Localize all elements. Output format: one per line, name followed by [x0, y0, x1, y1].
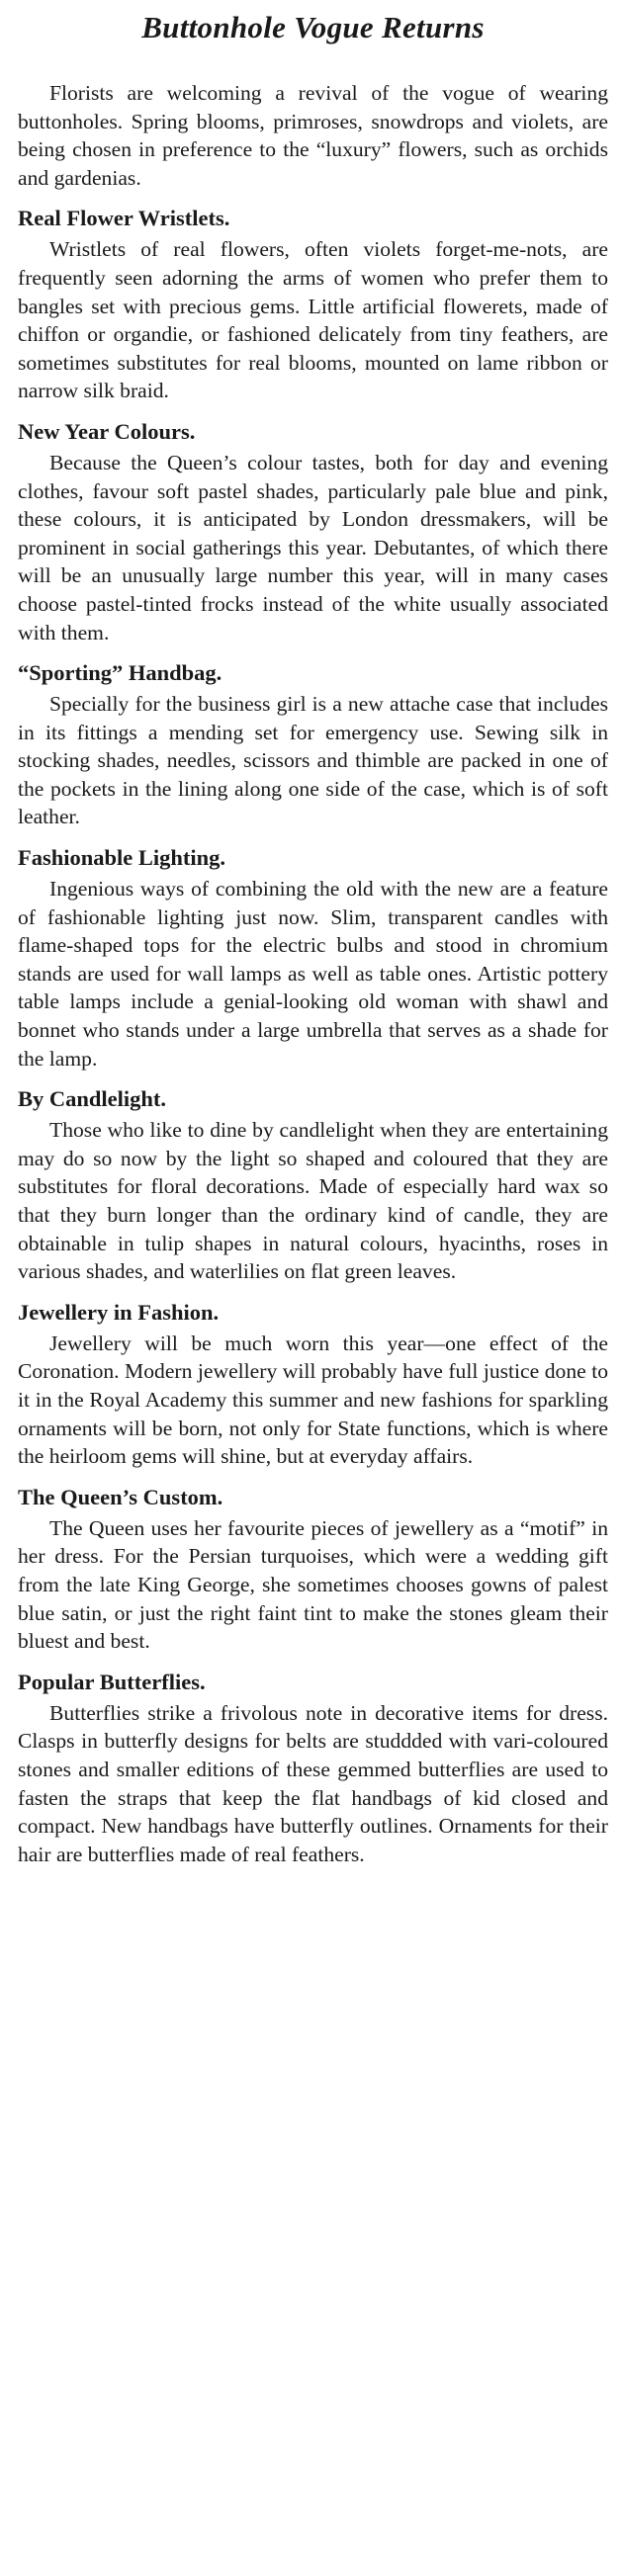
section-the-queens-custom [18, 1483, 608, 1656]
section-body: Because the Queen’s colour tastes, both for day and evening clothes, favour soft pastel shades, particularly pale blue and pink, these colours, it is anticipated by London dressmakers, will be prominent in social gatherings this year. Debutantes, of which there will be an unusually large number this year, will in many cases choose pastel-tinted frocks instead of the white usually associated with them. [18, 450, 608, 644]
article-headline: Buttonhole Vogue Returns [141, 10, 485, 44]
section-heading: Fashionable Lighting. [18, 845, 226, 871]
section-heading: Real Flower Wristlets. [18, 206, 230, 231]
section-body: The Queen uses her favourite pieces of jewellery as a “motif” in her dress. For the Persian turquoises, which were a wedding gift from the late King George, she sometimes chooses gowns of palest blue satin, or just the right faint tint to make the stones gleam their bluest and best. [18, 1515, 608, 1654]
section-fashionable-lighting [18, 843, 608, 1073]
article-intro: Florists are welcoming a revival of the vogue of wearing buttonholes. Spring blooms, primroses, snowdrops and violets, are being chosen in preference to the “luxury” flowers, such as orchids and gardenias. [18, 81, 608, 190]
section-body: Wristlets of real flowers, often violets forget-me-nots, are frequently seen adorning the arms of women who prefer them to bangles set with precious gems. Little artificial flowerets, made of chiffon or organdie, or fashioned delicately from tiny feathers, are sometimes substitutes for real blooms, mounted on lame ribbon or narrow silk braid. [18, 237, 608, 403]
section-jewellery-in-fashion [18, 1298, 608, 1471]
section-heading: New Year Colours. [18, 418, 196, 444]
section-body: Butterflies strike a frivolous note in decorative items for dress. Clasps in butterfly designs for belts are studdded with vari-coloured stones and smaller editions of these gemmed butterflies are used to fasten the straps that keep the flat handbags of kid closed and compact. New handbags have butterfly outlines. Ornaments for their hair are butterflies made of real feathers. [18, 1700, 608, 1866]
section-new-year-colours [18, 417, 608, 646]
section-heading: “Sporting” Handbag. [18, 660, 222, 686]
section-body: Specially for the business girl is a new attache case that includes in its fittings a mending set for emergency use. Sewing silk in stocking shades, needles, scissors and thimble are packed in one of the pockets in the lining along one side of the case, which is of soft leather. [18, 692, 608, 829]
section-heading: By Candlelight. [18, 1086, 167, 1112]
section-body: Ingenious ways of combining the old with the new are a feature of fashionable lighting just now. Slim, transparent candles with flame-shaped tops for the electric bulbs and stood in chromium stands are used for wall lamps as well as table ones. Artistic pottery table lamps include a genial-looking old woman with shawl and bonnet who stands under a large umbrella that serves as a shade for the lamp. [18, 877, 608, 1071]
section-by-candlelight [18, 1084, 608, 1286]
section-heading: Popular Butterflies. [18, 1669, 206, 1694]
section-body: Those who like to dine by candlelight when they are entertaining may do so now by the light so shaped and coloured that they are substitutes for floral decorations. Made of especially hard wax so that they burn longer than the ordinary kind of candle, they are obtainable in tulip shapes in natural colours, hyacinths, roses in various shades, and waterlilies on flat green leaves. [18, 1118, 608, 1284]
section-heading: Jewellery in Fashion. [18, 1299, 220, 1325]
section-real-flower-wristlets [18, 204, 608, 405]
section-body: Jewellery will be much worn this year—one effect of the Coronation. Modern jewellery will probably have full justice done to it in the Royal Academy this summer and new fashions for sparkling ornaments will be born, not only for State functions, which is where the heirloom gems will shine, but at everyday affairs. [18, 1331, 608, 1469]
section-heading: The Queen’s Custom. [18, 1484, 223, 1509]
section-popular-butterflies [18, 1668, 608, 1869]
section-sporting-handbag [18, 658, 608, 831]
